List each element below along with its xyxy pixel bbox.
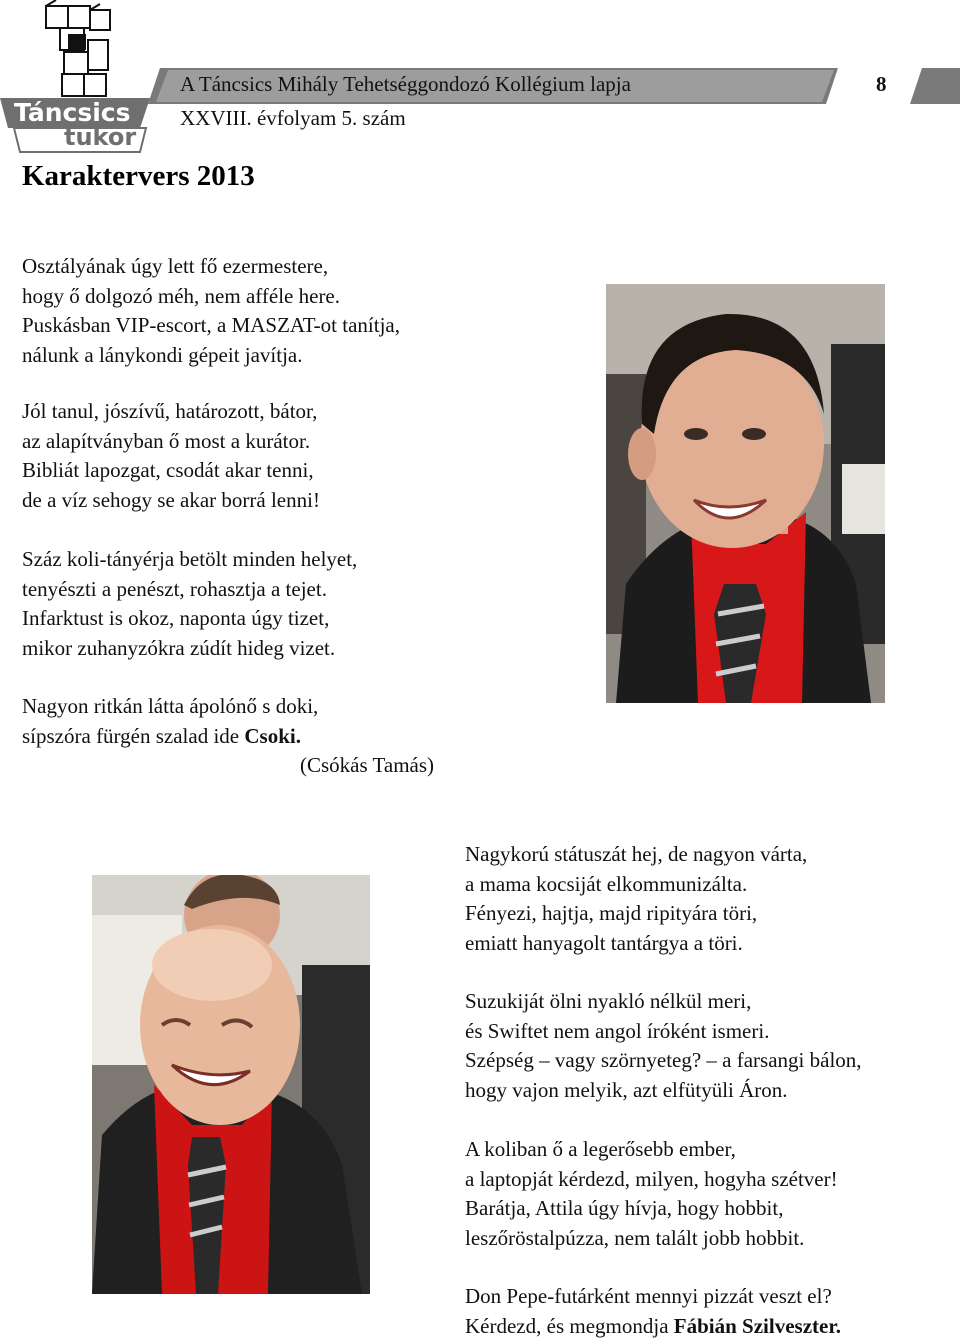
poem-1-stanza-3 (22, 545, 357, 663)
poem-line: tenyészti a penészt, rohasztja a tejet. (22, 575, 357, 605)
poem-1-stanza-4 (22, 692, 434, 781)
photo-laughing-man (92, 875, 370, 1294)
poem-line: Suzukiját ölni nyakló nélkül meri, (465, 987, 862, 1017)
poem-line: leszőröstalpúzza, nem talált jobb hobbit. (465, 1224, 838, 1254)
author-credit: (Csókás Tamás) (22, 751, 434, 781)
poem-line: de a víz sehogy se akar borrá lenni! (22, 486, 320, 516)
poem-1-stanza-2 (22, 397, 320, 515)
poem-line: mikor zuhanyzókra zúdít hideg vizet. (22, 634, 357, 664)
poem-line: Osztályának úgy lett fő ezermestere, (22, 252, 400, 282)
page-number: 8 (876, 72, 887, 97)
header-right-tab (910, 68, 960, 104)
tancsics-tukor-logo (0, 0, 150, 155)
poem-line: és Swiftet nem angol íróként ismeri. (465, 1017, 862, 1047)
logo-text-top: Táncsics (14, 98, 130, 127)
poem-line: a laptopját kérdezd, milyen, hogyha szétver! (465, 1165, 838, 1195)
subject-name: Fábián Szilveszter (674, 1314, 836, 1338)
poem-line: Don Pepe-futárként mennyi pizzát veszt el? (465, 1282, 841, 1312)
poem-line: a mama kocsiját elkommunizálta. (465, 870, 807, 900)
logo-text-bottom: tükör (64, 123, 136, 151)
poem-line: Szépség – vagy szörnyeteg? – a farsangi bálon, (465, 1046, 862, 1076)
poem-2-stanza-3 (465, 1135, 838, 1253)
article-title: Karaktervers 2013 (22, 160, 255, 193)
magazine-title: A Táncsics Mihály Tehetséggondozó Kollégium lapja (180, 72, 631, 97)
nickname: Csoki (244, 724, 295, 748)
poem-line: Bibliát lapozgat, csodát akar tenni, (22, 456, 320, 486)
poem-line: Nagykorú státuszát hej, de nagyon várta, (465, 840, 807, 870)
poem-line: Barátja, Attila úgy hívja, hogy hobbit, (465, 1194, 838, 1224)
poem-line: Puskásban VIP-escort, a MASZAT-ot tanítja, (22, 311, 400, 341)
poem-line: nálunk a lánykondi gépeit javítja. (22, 341, 400, 371)
poem-2-stanza-2 (465, 987, 862, 1105)
poem-line (22, 722, 434, 752)
poem-line: Infarktust is okoz, naponta úgy tizet, (22, 604, 357, 634)
poem-line: hogy ő dolgozó méh, nem afféle here. (22, 282, 400, 312)
poem-line: Nagyon ritkán látta ápolónő s doki, (22, 692, 434, 722)
punctuation: . (836, 1314, 841, 1338)
punctuation: . (296, 724, 301, 748)
poem-2-stanza-1 (465, 840, 807, 958)
poem-line: hogy vajon melyik, azt elfütyüli Áron. (465, 1076, 862, 1106)
poem-2-stanza-4 (465, 1282, 841, 1341)
poem-line: emiatt hanyagolt tantárgya a töri. (465, 929, 807, 959)
poem-line: Jól tanul, jószívű, határozott, bátor, (22, 397, 320, 427)
poem-1-stanza-1 (22, 252, 400, 370)
photo-smiling-man (606, 284, 885, 703)
poem-line: Száz koli-tányérja betölt minden helyet, (22, 545, 357, 575)
poem-line: A koliban ő a legerősebb ember, (465, 1135, 838, 1165)
poem-line: Fényezi, hajtja, majd ripityára töri, (465, 899, 807, 929)
poem-line (465, 1312, 841, 1341)
poem-line-text: Kérdezd, és megmondja (465, 1314, 674, 1338)
poem-line: az alapítványban ő most a kurátor. (22, 427, 320, 457)
poem-line-text: sípszóra fürgén szalad ide (22, 724, 244, 748)
issue-line: XXVIII. évfolyam 5. szám (180, 106, 406, 131)
